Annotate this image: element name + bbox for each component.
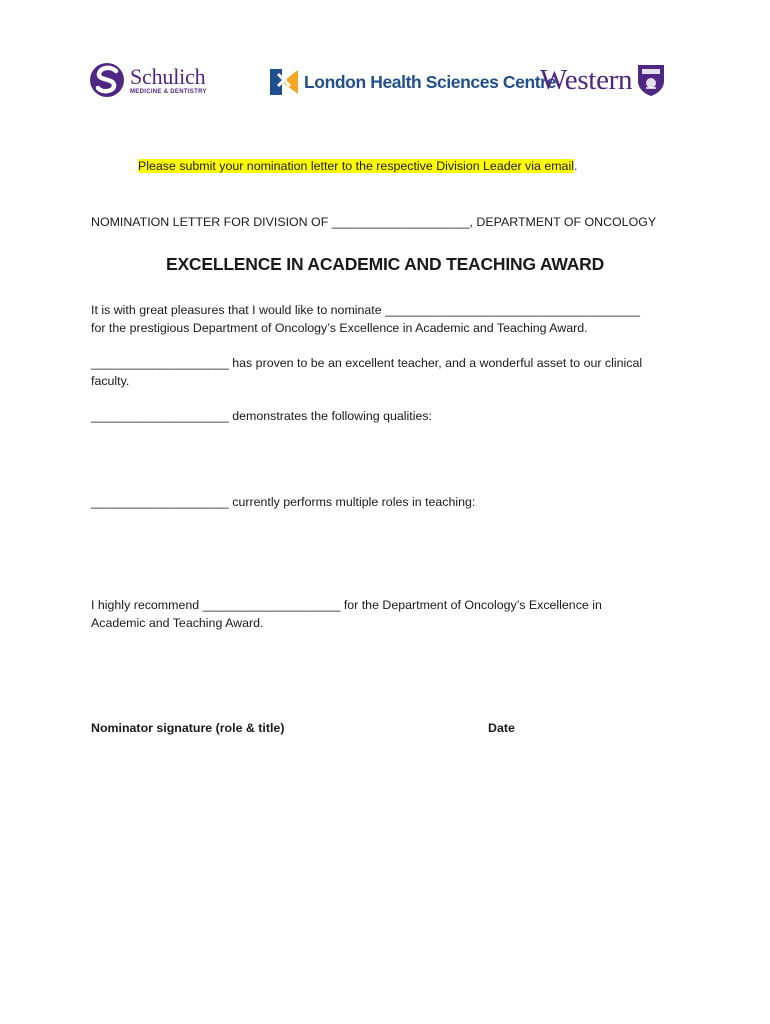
paragraph-qualities: ____________________ demonstrates the following qualities: bbox=[91, 409, 433, 423]
paragraph-teaching-roles: ____________________ currently performs multiple roles in teaching: bbox=[91, 495, 476, 509]
notice-period: . bbox=[573, 159, 578, 173]
highlighted-notice-text: Please submit your nomination letter to the respective Division Leader via email bbox=[138, 159, 574, 173]
schulich-emblem-icon bbox=[90, 62, 124, 98]
paragraph-nominate-line-1: It is with great pleasures that I would like to nominate _____________________________________ bbox=[91, 303, 641, 317]
western-crest-icon bbox=[636, 63, 666, 97]
nomination-heading-line: NOMINATION LETTER FOR DIVISION OF ____________________, DEPARTMENT OF ONCOLOGY bbox=[91, 215, 657, 229]
paragraph-nominate-line-2: for the prestigious Department of Oncology’s Excellence in Academic and Teaching Award. bbox=[91, 321, 588, 335]
date-label: Date bbox=[488, 721, 515, 735]
paragraph-recommend-line-1: I highly recommend ____________________ for the Department of Oncology’s Excellence in bbox=[91, 598, 602, 612]
schulich-logo-name: Schulich bbox=[130, 63, 206, 89]
paragraph-recommend-line-2: Academic and Teaching Award. bbox=[91, 616, 264, 630]
award-title: EXCELLENCE IN ACADEMIC AND TEACHING AWARD bbox=[165, 254, 605, 274]
paragraph-teacher-line-1: ____________________ has proven to be an excellent teacher, and a wonderful asset to our clinical bbox=[91, 356, 643, 370]
nominator-signature-label: Nominator signature (role & title) bbox=[91, 721, 285, 735]
western-logo bbox=[540, 63, 666, 97]
paragraph-teacher-line-2: faculty. bbox=[91, 374, 130, 388]
lhsc-logo bbox=[268, 66, 556, 98]
schulich-logo bbox=[90, 62, 207, 98]
schulich-logo-subtitle: MEDICINE & DENTISTRY bbox=[130, 88, 207, 95]
lhsc-emblem-icon bbox=[268, 66, 300, 98]
western-logo-name: Western bbox=[540, 64, 633, 96]
submission-notice bbox=[138, 157, 577, 175]
lhsc-logo-name: London Health Sciences Centre bbox=[304, 71, 556, 92]
